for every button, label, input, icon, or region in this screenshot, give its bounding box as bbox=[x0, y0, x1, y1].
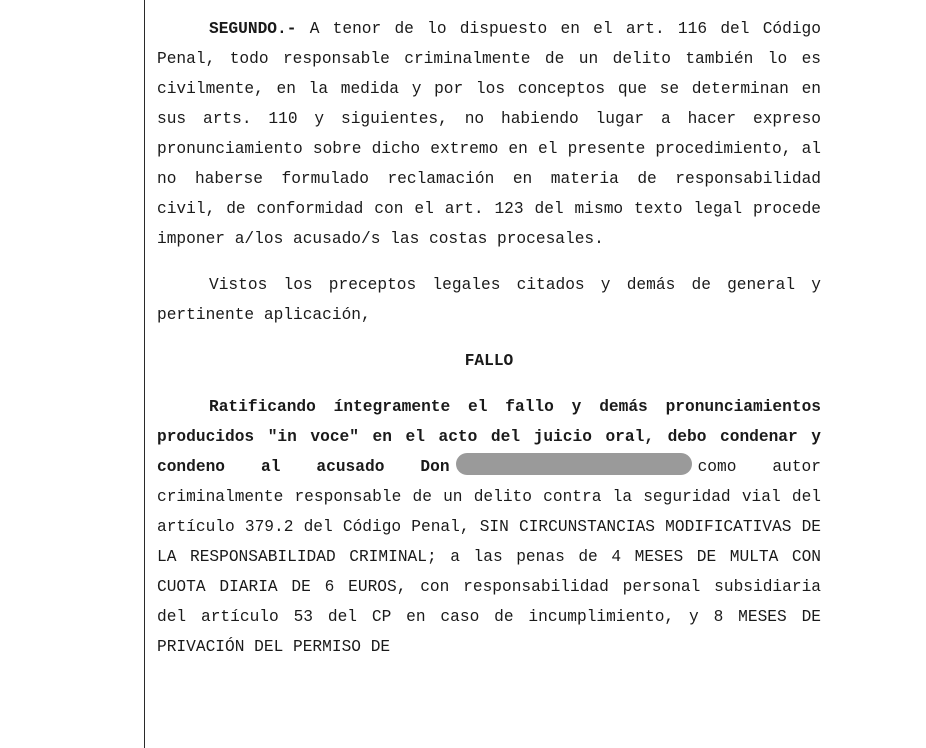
segundo-label: SEGUNDO.- bbox=[209, 20, 297, 38]
fallo-bold-text: Ratificando íntegramente el fallo y demás pronunciamientos producidos "in voce" en el acto del juicio oral, debo condenar y condeno al acusado Don bbox=[157, 398, 821, 476]
fallo-text: como autor criminalmente responsable de un delito contra la seguridad vial del artículo 379.2 del Código Penal, SIN CIRCUNSTANCIAS MODIFICATIVAS DE LA RESPONSABILIDAD CRIMINAL; a las penas de 4 MESES DE MULTA CON CUOTA DIARIA DE 6 EUROS, con responsabilidad personal subsidiaria del artículo 53 del CP en caso de incumplimiento, y 8 MESES DE PRIVACIÓN DEL PERMISO DE bbox=[157, 458, 821, 656]
paragraph-fallo bbox=[157, 392, 821, 662]
segundo-text: A tenor de lo dispuesto en el art. 116 del Código Penal, todo responsable criminalmente de un delito también lo es civilmente, en la medida y por los conceptos que se determinan en sus arts. 110 y siguientes, no habiendo lugar a hacer expreso pronunciamiento sobre dicho extremo en el presente procedimiento, al no haberse formulado reclamación en materia de responsabilidad civil, de conformidad con el art. 123 del mismo texto legal procede imponer a/los acusado/s las costas procesales. bbox=[157, 20, 821, 248]
fallo-heading: FALLO bbox=[464, 352, 514, 370]
page-margin-line bbox=[144, 0, 145, 748]
document-body bbox=[157, 14, 821, 662]
paragraph-vistos: Vistos los preceptos legales citados y demás de general y pertinente aplicación, bbox=[157, 276, 821, 324]
redacted-name bbox=[456, 453, 692, 475]
paragraph-segundo bbox=[157, 14, 821, 254]
